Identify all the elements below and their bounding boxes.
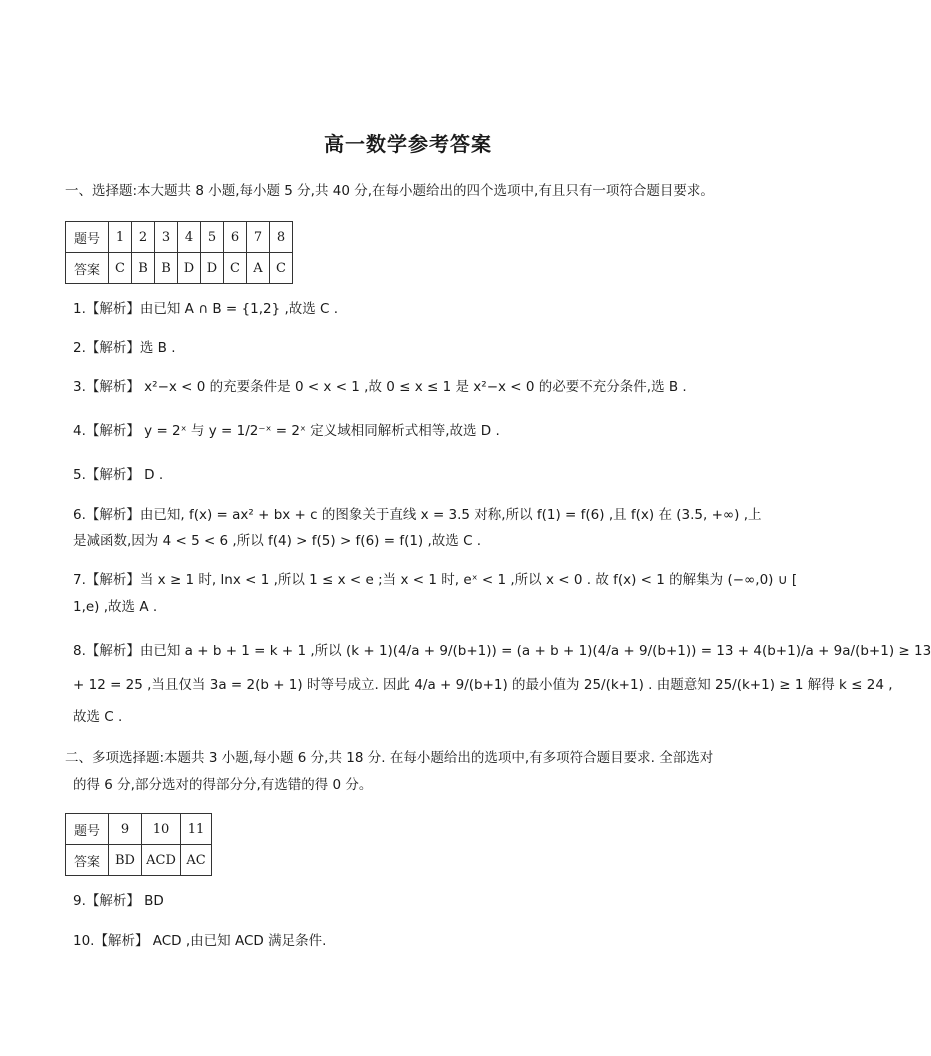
table2-number: 9 xyxy=(109,814,142,845)
table2-answer: AC xyxy=(181,845,212,876)
table1-number: 8 xyxy=(270,222,293,253)
section1-heading: 一、选择题:本大题共 8 小题,每小题 5 分,共 40 分,在每小题给出的四个选项中,有且只有一项符合题目要求。 xyxy=(65,183,714,199)
solution-4: 4.【解析】 y = 2ˣ 与 y = 1/2⁻ˣ = 2ˣ 定义域相同解析式相等,故选 D . xyxy=(73,423,500,439)
section2-heading-line-2: 的得 6 分,部分选对的得部分分,有选错的得 0 分。 xyxy=(73,777,373,793)
solution-8-line-1: 8.【解析】由已知 a + b + 1 = k + 1 ,所以 (k + 1)(4/a + 9/(b+1)) = (a + b + 1)(4/a + 9/(b+1)) = 13 + 4(b+1)/a + 9a/(b+1) ≥ 13 xyxy=(73,643,931,659)
solution-10: 10.【解析】 ACD ,由已知 ACD 满足条件. xyxy=(73,933,327,949)
table1-answer: D xyxy=(178,253,201,284)
table2-number: 11 xyxy=(181,814,212,845)
solution-3: 3.【解析】 x²−x < 0 的充要条件是 0 < x < 1 ,故 0 ≤ x ≤ 1 是 x²−x < 0 的必要不充分条件,选 B . xyxy=(73,379,687,395)
answer-table-2 xyxy=(65,813,212,876)
solution-8-line-3: 故选 C . xyxy=(73,709,123,725)
table2-number: 10 xyxy=(142,814,181,845)
solution-6-line-1: 6.【解析】由已知, f(x) = ax² + bx + c 的图象关于直线 x = 3.5 对称,所以 f(1) = f(6) ,且 f(x) 在 (3.5, +∞) ,上 xyxy=(73,507,762,523)
table1-answer: D xyxy=(201,253,224,284)
table2-answer-label: 答案 xyxy=(66,845,109,876)
solution-8-line-2: + 12 = 25 ,当且仅当 3a = 2(b + 1) 时等号成立. 因此 4/a + 9/(b+1) 的最小值为 25/(k+1) . 由题意知 25/(k+1) ≥ 1 解得 k ≤ 24 , xyxy=(73,677,893,693)
table2-answer: ACD xyxy=(142,845,181,876)
table1-number: 1 xyxy=(109,222,132,253)
table1-answer: B xyxy=(155,253,178,284)
table1-number: 5 xyxy=(201,222,224,253)
table1-answer: C xyxy=(270,253,293,284)
solution-7-line-2: 1,e) ,故选 A . xyxy=(73,599,158,615)
page-title: 高一数学参考答案 xyxy=(324,132,492,156)
table1-header-label: 题号 xyxy=(66,222,109,253)
table1-number: 2 xyxy=(132,222,155,253)
table1-answer: A xyxy=(247,253,270,284)
table1-number: 4 xyxy=(178,222,201,253)
table1-answer: B xyxy=(132,253,155,284)
solution-6-line-2: 是减函数,因为 4 < 5 < 6 ,所以 f(4) > f(5) > f(6) = f(1) ,故选 C . xyxy=(73,533,482,549)
answer-table-1 xyxy=(65,221,293,284)
table1-answer: C xyxy=(109,253,132,284)
section2-heading-line-1: 二、多项选择题:本题共 3 小题,每小题 6 分,共 18 分. 在每小题给出的选项中,有多项符合题目要求. 全部选对 xyxy=(65,750,714,766)
solution-9: 9.【解析】 BD xyxy=(73,893,164,909)
solution-1: 1.【解析】由已知 A ∩ B = {1,2} ,故选 C . xyxy=(73,301,339,317)
table1-number: 6 xyxy=(224,222,247,253)
table2-header-label: 题号 xyxy=(66,814,109,845)
solution-5: 5.【解析】 D . xyxy=(73,467,164,483)
table1-number: 7 xyxy=(247,222,270,253)
table1-answer-label: 答案 xyxy=(66,253,109,284)
table1-number: 3 xyxy=(155,222,178,253)
solution-2: 2.【解析】选 B . xyxy=(73,340,176,356)
solution-7-line-1: 7.【解析】当 x ≥ 1 时, lnx < 1 ,所以 1 ≤ x < e ;当 x < 1 时, eˣ < 1 ,所以 x < 0 . 故 f(x) < 1 的解集为 (−∞,0) ∪ [ xyxy=(73,572,798,588)
table1-answer: C xyxy=(224,253,247,284)
table2-answer: BD xyxy=(109,845,142,876)
